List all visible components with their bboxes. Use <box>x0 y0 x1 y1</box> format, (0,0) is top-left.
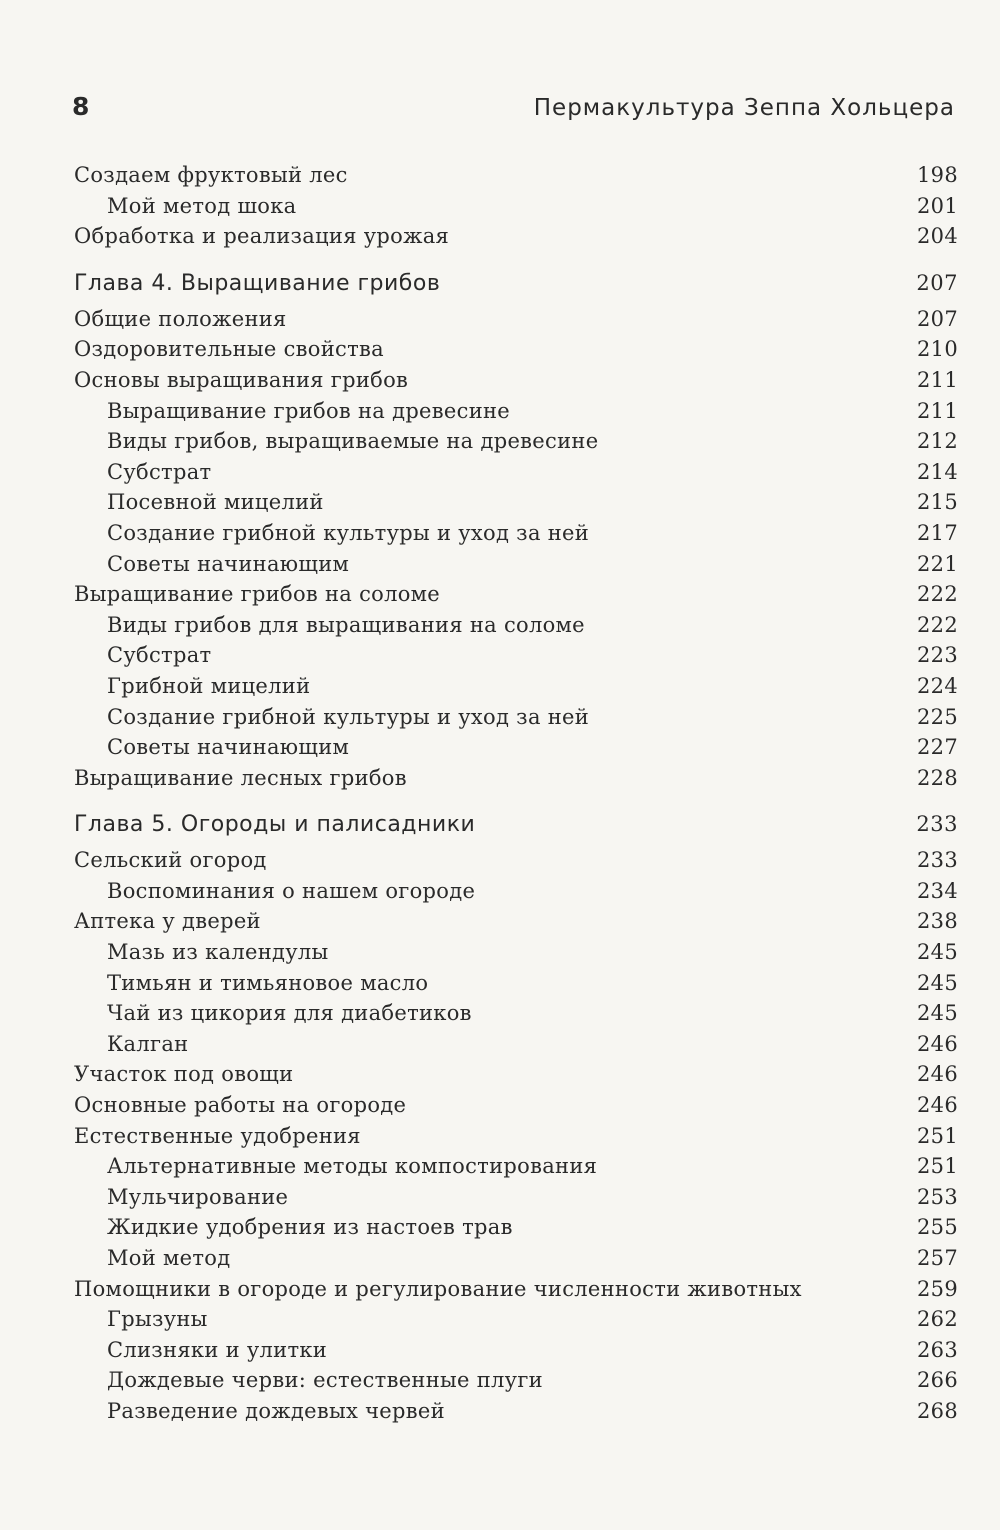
toc-entry-title: Слизняки и улитки <box>107 1337 328 1362</box>
toc-entry-page: 255 <box>917 1215 958 1240</box>
toc-entry-title: Субстрат <box>107 459 212 484</box>
toc-entry-page: 215 <box>917 490 958 515</box>
toc-entry-page: 259 <box>917 1276 958 1301</box>
toc-entry-page: 233 <box>917 848 958 873</box>
toc-entry-page: 201 <box>917 193 958 218</box>
toc-entry-row <box>74 1182 958 1213</box>
toc-chapter-row <box>74 805 958 843</box>
toc-entry-row <box>74 487 958 518</box>
toc-entry-title: Воспоминания о нашем огороде <box>107 878 476 903</box>
toc-entry-title: Общие положения <box>74 306 287 331</box>
toc-entry-row <box>74 304 958 335</box>
toc-entry-row <box>74 610 958 641</box>
toc-entry-title: Глава 4. Выращивание грибов <box>74 270 441 296</box>
toc-entry-row <box>74 1029 958 1060</box>
toc-entry-page: 224 <box>917 673 958 698</box>
toc-entry-page: 246 <box>917 1062 958 1087</box>
toc-entry-row <box>74 1121 958 1152</box>
running-title: Пермакультура Зеппа Хольцера <box>533 95 955 121</box>
toc-entry-page: 266 <box>917 1368 958 1393</box>
toc-entry-title: Виды грибов, выращиваемые на древесине <box>107 429 599 454</box>
page-number: 8 <box>72 92 90 121</box>
toc-entry-row <box>74 396 958 427</box>
toc-entry-row <box>74 191 958 222</box>
toc-entry-title: Мазь из календулы <box>107 940 329 965</box>
toc-entry-page: 268 <box>917 1398 958 1423</box>
toc-entry-page: 257 <box>917 1246 958 1270</box>
toc-entry-title: Тимьян и тимьяновое масло <box>107 970 429 995</box>
toc-entry-title: Создание грибной культуры и уход за ней <box>107 704 590 729</box>
toc-entry-title: Мульчирование <box>107 1184 289 1209</box>
toc-entry-row <box>74 671 958 702</box>
toc-entry-row <box>74 702 958 733</box>
toc-entry-title: Глава 5. Огороды и палисадники <box>74 812 476 838</box>
toc-entry-page: 246 <box>917 1031 958 1056</box>
toc-entry-page: 251 <box>917 1154 958 1179</box>
toc-entry-title: Основы выращивания грибов <box>74 367 409 392</box>
toc-entry-page: 221 <box>917 551 958 576</box>
toc-entry-row <box>74 579 958 610</box>
toc-entry-page: 211 <box>917 398 958 423</box>
toc-entry-row <box>74 937 958 968</box>
toc-entry-row <box>74 845 958 876</box>
toc-entry-row <box>74 1243 958 1274</box>
toc-entry-row <box>74 732 958 763</box>
toc-entry-row <box>74 876 958 907</box>
toc-entry-title: Альтернативные методы компостирования <box>107 1154 598 1179</box>
toc-entry-title: Виды грибов для выращивания на соломе <box>107 612 585 637</box>
toc-entry-row <box>74 160 958 191</box>
toc-entry-page: 223 <box>917 643 958 668</box>
toc-entry-page: 246 <box>917 1093 958 1118</box>
toc-entry-row <box>74 1090 958 1121</box>
toc-entry-row <box>74 1059 958 1090</box>
toc-entry-row <box>74 968 958 999</box>
toc-chapter-row <box>74 264 958 302</box>
toc-entry-title: Оздоровительные свойства <box>74 337 384 362</box>
toc-entry-page: 228 <box>917 765 958 790</box>
toc-entry-row <box>74 1274 958 1305</box>
toc-entry-row <box>74 1396 958 1427</box>
page-header <box>72 92 955 132</box>
toc-entry-title: Выращивание грибов на соломе <box>74 582 441 607</box>
toc-entry-page: 207 <box>917 306 958 331</box>
toc-entry-page: 222 <box>917 582 958 607</box>
toc-entry-row <box>74 334 958 365</box>
toc-entry-title: Выращивание лесных грибов <box>74 765 407 790</box>
toc-entry-title: Грибной мицелий <box>107 673 311 698</box>
toc-entry-title: Субстрат <box>107 643 212 668</box>
toc-entry-title: Разведение дождевых червей <box>107 1398 445 1423</box>
toc-entry-title: Аптека у дверей <box>74 909 261 934</box>
toc-entry-title: Дождевые черви: естественные плуги <box>107 1368 543 1393</box>
toc-entry-page: 225 <box>917 704 958 729</box>
toc-entry-page: 212 <box>917 429 958 454</box>
toc-entry-title: Основные работы на огороде <box>74 1093 407 1118</box>
toc-entry-row <box>74 365 958 396</box>
toc-entry-title: Выращивание грибов на древесине <box>107 398 511 423</box>
toc-entry-row <box>74 221 958 252</box>
toc-entry-page: 214 <box>917 459 958 484</box>
toc-entry-page: 210 <box>917 337 958 362</box>
toc-entry-page: 245 <box>917 970 958 995</box>
toc-entry-title: Жидкие удобрения из настоев трав <box>107 1215 513 1240</box>
toc-entry-title: Советы начинающим <box>107 551 350 576</box>
toc-entry-title: Создание грибной культуры и уход за ней <box>107 520 590 545</box>
toc-entry-title: Обработка и реализация урожая <box>74 224 450 249</box>
toc-entry-page: 198 <box>917 163 958 187</box>
table-of-contents <box>74 160 958 1427</box>
toc-entry-row <box>74 518 958 549</box>
toc-entry-page: 234 <box>917 878 958 903</box>
toc-entry-title: Калган <box>107 1031 189 1056</box>
toc-entry-title: Создаем фруктовый лес <box>74 163 348 187</box>
toc-entry-row <box>74 1151 958 1182</box>
toc-entry-title: Мой метод <box>107 1246 231 1270</box>
toc-entry-page: 217 <box>917 520 958 545</box>
toc-entry-page: 238 <box>917 909 958 934</box>
toc-entry-title: Мой метод шока <box>107 193 297 218</box>
toc-entry-row <box>74 549 958 580</box>
toc-entry-row <box>74 426 958 457</box>
toc-entry-row <box>74 457 958 488</box>
toc-entry-page: 263 <box>917 1337 958 1362</box>
toc-entry-page: 251 <box>917 1123 958 1148</box>
toc-entry-title: Естественные удобрения <box>74 1123 361 1148</box>
toc-entry-row <box>74 763 958 794</box>
toc-entry-row <box>74 1335 958 1366</box>
toc-entry-title: Участок под овощи <box>74 1062 294 1087</box>
toc-entry-page: 262 <box>917 1307 958 1332</box>
toc-entry-title: Советы начинающим <box>107 735 350 760</box>
toc-entry-row <box>74 1304 958 1335</box>
toc-entry-page: 233 <box>916 812 958 837</box>
toc-entry-title: Сельский огород <box>74 848 267 873</box>
toc-entry-page: 227 <box>917 735 958 760</box>
toc-entry-row <box>74 1212 958 1243</box>
toc-entry-title: Посевной мицелий <box>107 490 324 515</box>
toc-entry-row <box>74 1365 958 1396</box>
toc-entry-page: 245 <box>917 1001 958 1026</box>
toc-entry-row <box>74 640 958 671</box>
toc-entry-title: Помощники в огороде и регулирование численности животных <box>74 1276 802 1301</box>
toc-entry-title: Грызуны <box>107 1307 208 1332</box>
toc-entry-page: 222 <box>917 612 958 637</box>
toc-entry-page: 204 <box>917 224 958 249</box>
toc-entry-row <box>74 906 958 937</box>
toc-entry-page: 211 <box>917 367 958 392</box>
toc-entry-page: 207 <box>916 270 958 295</box>
toc-entry-page: 245 <box>917 940 958 965</box>
toc-entry-title: Чай из цикория для диабетиков <box>107 1001 472 1026</box>
toc-entry-page: 253 <box>917 1184 958 1209</box>
toc-entry-row <box>74 998 958 1029</box>
